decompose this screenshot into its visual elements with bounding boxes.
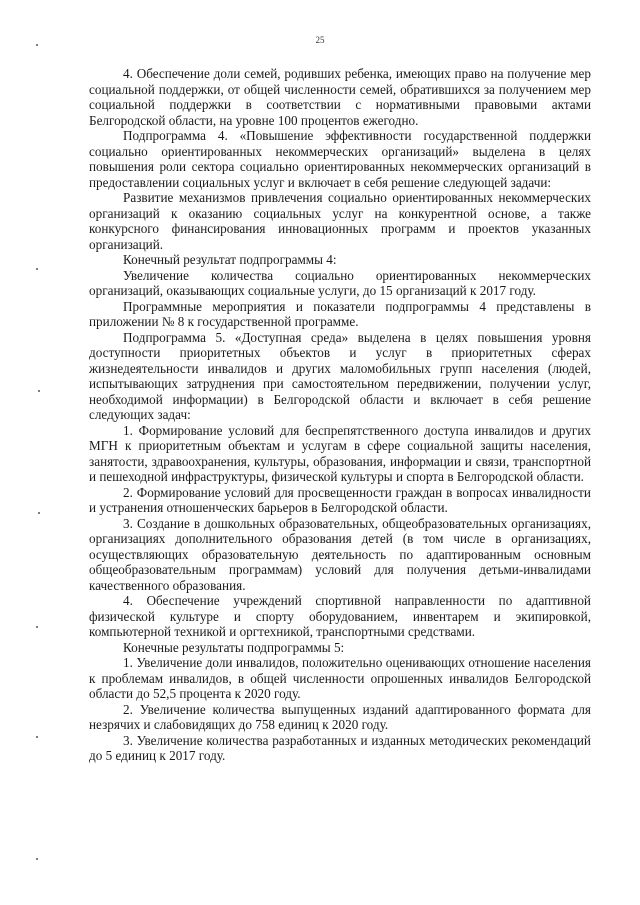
- page-number: 25: [315, 35, 325, 45]
- paragraph: 2. Формирование условий для просвещенности граждан в вопросах инвалидности и устранения отношенческих барьеров в Белгородской области.: [89, 484, 591, 515]
- paragraph: 1. Формирование условий для беспрепятственного доступа инвалидов и других МГН к приоритетным объектам и услугам в сфере социальной защиты населения, занятости, здравоохранения, культуры, образования, информации и связи, транспортной и пешеходной инфраструктуры, физической культуры и спорта в Белгородской области.: [89, 422, 591, 484]
- scan-speck: [36, 858, 38, 860]
- scan-speck: [38, 390, 40, 392]
- paragraph: Конечный результат подпрограммы 4:: [123, 252, 337, 267]
- scan-speck: [36, 268, 38, 270]
- paragraph: 2. Увеличение количества выпущенных изданий адаптированного формата для незрячих и слабовидящих до 758 единиц к 2020 году.: [89, 701, 591, 732]
- paragraph: Подпрограмма 4. «Повышение эффективности государственной поддержки социально ориентированных некоммерческих организаций» выделена в целях повышения роли сектора социально ориентированных некоммерческих организаций в предоставлении социальных услуг и включает в себя решение следующей задачи:: [89, 128, 591, 190]
- paragraph: 1. Увеличение доли инвалидов, положительно оценивающих отношение населения к проблемам инвалидов, в общей численности опрошенных инвалидов Белгородской области до 52,5 процента к 2020 году.: [89, 655, 591, 701]
- paragraph: 3. Увеличение количества разработанных и изданных методических рекомендаций до 5 единиц к 2017 году.: [89, 732, 591, 763]
- scan-speck: [38, 512, 40, 514]
- scan-speck: [36, 736, 38, 738]
- paragraph: Подпрограмма 5. «Доступная среда» выделена в целях повышения уровня доступности приоритетных объектов и услуг в приоритетных сферах жизнедеятельности инвалидов и других маломобильных групп населения (людей, испытывающих затруднения при самостоятельном передвижении, получении услуг, необходимой информации) в Белгородской области и включает в себя решение следующих задач:: [89, 329, 591, 422]
- paragraph: Конечные результаты подпрограммы 5:: [123, 639, 345, 655]
- scan-speck: [36, 44, 38, 46]
- document-body: [89, 66, 591, 764]
- paragraph: Развитие механизмов привлечения социально ориентированных некоммерческих организаций к оказанию социальных услуг на конкурентной основе, а также конкурсного финансирования инновационных программ и проектов указанных организаций.: [89, 190, 591, 252]
- paragraph: 4. Обеспечение учреждений спортивной направленности по адаптивной физической культуре и спорту оборудованием, инвентарем и экипировкой, компьютерной техникой и оргтехникой, транспортными средствами.: [89, 593, 591, 639]
- paragraph: 4. Обеспечение доли семей, родивших ребенка, имеющих право на получение мер социальной поддержки, от общей численности семей, обратившихся за получением мер социальной поддержки в соответствии с нормативными правовыми актами Белгородской области, на уровне 100 процентов ежегодно.: [89, 66, 591, 128]
- scan-speck: [36, 626, 38, 628]
- paragraph: Увеличение количества социально ориентированных некоммерческих организаций, оказывающих социальные услуги, до 15 организаций к 2017 году.: [89, 267, 591, 298]
- paragraph: Программные мероприятия и показатели подпрограммы 4 представлены в приложении № 8 к государственной программе.: [89, 298, 591, 329]
- paragraph: 3. Создание в дошкольных образовательных, общеобразовательных организациях, организациях дополнительного образования детей (в том числе в организациях, осуществляющих образовательную деятельность по адаптированным основным общеобразовательным программам) условий для получения детьми-инвалидами качественного образования.: [89, 515, 591, 593]
